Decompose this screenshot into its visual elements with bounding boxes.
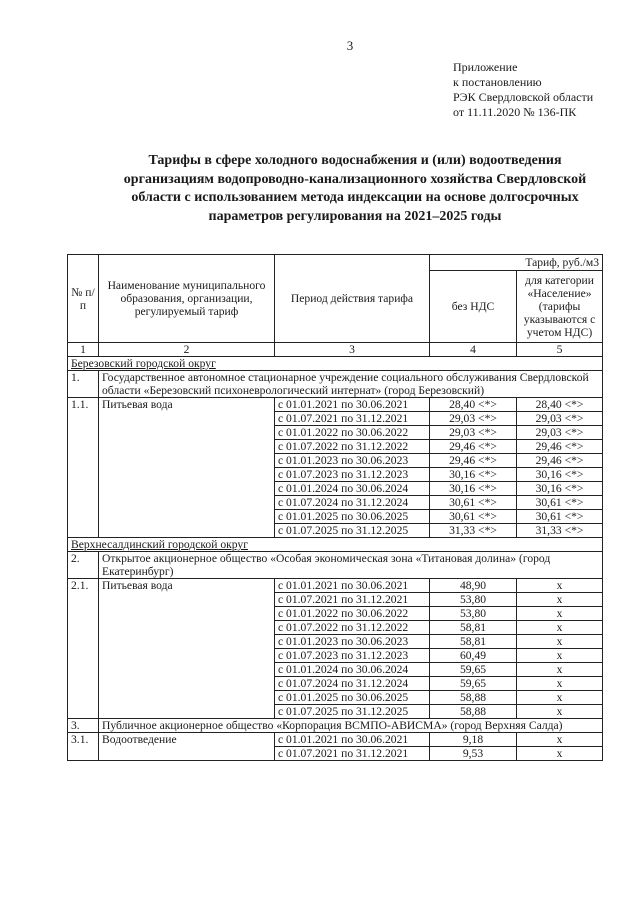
tariff-population: х bbox=[517, 705, 603, 719]
tariff-row bbox=[68, 579, 603, 593]
tariff-table bbox=[67, 254, 603, 761]
tariff-num: 3.1. bbox=[68, 733, 99, 761]
tariff-no-vat: 9,53 bbox=[430, 747, 517, 761]
tariff-period: с 01.07.2021 по 31.12.2021 bbox=[275, 593, 430, 607]
header-num: № п/п bbox=[68, 255, 99, 343]
section-row bbox=[68, 357, 603, 371]
appendix-line: к постановлению bbox=[453, 75, 542, 89]
tariff-period: с 01.01.2021 по 30.06.2021 bbox=[275, 398, 430, 412]
tariff-name: Водоотведение bbox=[99, 733, 275, 761]
tariff-period: с 01.07.2022 по 31.12.2022 bbox=[275, 440, 430, 454]
tariff-population: х bbox=[517, 579, 603, 593]
tariff-no-vat: 29,46 <*> bbox=[430, 454, 517, 468]
tariff-period: с 01.07.2024 по 31.12.2024 bbox=[275, 677, 430, 691]
tariff-period: с 01.01.2025 по 30.06.2025 bbox=[275, 691, 430, 705]
section-row bbox=[68, 538, 603, 552]
column-number: 3 bbox=[275, 343, 430, 357]
tariff-population: 29,03 <*> bbox=[517, 426, 603, 440]
tariff-period: с 01.01.2025 по 30.06.2025 bbox=[275, 510, 430, 524]
tariff-no-vat: 59,65 bbox=[430, 677, 517, 691]
tariff-no-vat: 9,18 bbox=[430, 733, 517, 747]
organization-row bbox=[68, 371, 603, 398]
tariff-no-vat: 31,33 <*> bbox=[430, 524, 517, 538]
tariff-population: 29,03 <*> bbox=[517, 412, 603, 426]
tariff-no-vat: 60,49 bbox=[430, 649, 517, 663]
tariff-name: Питьевая вода bbox=[99, 579, 275, 719]
document-title: Тарифы в сфере холодного водоснабжения и (или) водоотведения организациям водопроводно-канализационного хозяйства Свердловской области с использованием метода индексации на основе долгосрочных параметров регулирования на 2021–2025 годы bbox=[123, 153, 587, 224]
tariff-period: с 01.01.2023 по 30.06.2023 bbox=[275, 635, 430, 649]
tariff-name: Питьевая вода bbox=[99, 398, 275, 538]
tariff-no-vat: 59,65 bbox=[430, 663, 517, 677]
organization-row bbox=[68, 719, 603, 733]
tariff-row bbox=[68, 398, 603, 412]
tariff-population: 30,16 <*> bbox=[517, 482, 603, 496]
tariff-no-vat: 30,61 <*> bbox=[430, 496, 517, 510]
tariff-period: с 01.07.2021 по 31.12.2021 bbox=[275, 747, 430, 761]
tariff-num: 2.1. bbox=[68, 579, 99, 719]
tariff-num: 1.1. bbox=[68, 398, 99, 538]
organization-name: Публичное акционерное общество «Корпорация ВСМПО-АВИСМА» (город Верхняя Салда) bbox=[99, 719, 603, 733]
organization-num: 3. bbox=[68, 719, 99, 733]
tariff-population: х bbox=[517, 747, 603, 761]
tariff-no-vat: 30,16 <*> bbox=[430, 468, 517, 482]
tariff-population: 30,16 <*> bbox=[517, 468, 603, 482]
tariff-population: х bbox=[517, 607, 603, 621]
section-name: Березовский городской округ bbox=[68, 357, 603, 371]
organization-row bbox=[68, 552, 603, 579]
tariff-period: с 01.07.2025 по 31.12.2025 bbox=[275, 705, 430, 719]
organization-num: 2. bbox=[68, 552, 99, 579]
tariff-population: х bbox=[517, 621, 603, 635]
table-body bbox=[68, 357, 603, 761]
tariff-period: с 01.01.2022 по 30.06.2022 bbox=[275, 426, 430, 440]
appendix-line: от 11.11.2020 № 136-ПК bbox=[453, 105, 577, 119]
tariff-population: х bbox=[517, 649, 603, 663]
appendix-block bbox=[453, 60, 593, 120]
appendix-line: РЭК Свердловской области bbox=[453, 90, 594, 104]
tariff-period: с 01.07.2025 по 31.12.2025 bbox=[275, 524, 430, 538]
tariff-no-vat: 58,81 bbox=[430, 635, 517, 649]
tariff-no-vat: 53,80 bbox=[430, 593, 517, 607]
tariff-population: 29,46 <*> bbox=[517, 454, 603, 468]
column-number: 2 bbox=[99, 343, 275, 357]
header-tariff: Тариф, руб./м3 bbox=[430, 255, 603, 271]
header-population: для категории «Население» (тарифы указываются с учетом НДС) bbox=[517, 271, 603, 343]
tariff-no-vat: 58,88 bbox=[430, 691, 517, 705]
tariff-population: х bbox=[517, 691, 603, 705]
tariff-population: х bbox=[517, 663, 603, 677]
tariff-period: с 01.07.2024 по 31.12.2024 bbox=[275, 496, 430, 510]
tariff-row bbox=[68, 733, 603, 747]
tariff-population: 30,61 <*> bbox=[517, 496, 603, 510]
organization-name: Государственное автономное стационарное учреждение социального обслуживания Свердловской области «Березовский психоневрологический интернат» (город Березовский) bbox=[99, 371, 603, 398]
tariff-no-vat: 30,61 <*> bbox=[430, 510, 517, 524]
tariff-population: х bbox=[517, 593, 603, 607]
tariff-no-vat: 30,16 <*> bbox=[430, 482, 517, 496]
organization-num: 1. bbox=[68, 371, 99, 398]
section-name: Верхнесалдинский городской округ bbox=[68, 538, 603, 552]
tariff-period: с 01.01.2021 по 30.06.2021 bbox=[275, 733, 430, 747]
tariff-no-vat: 29,46 <*> bbox=[430, 440, 517, 454]
tariff-population: 28,40 <*> bbox=[517, 398, 603, 412]
tariff-period: с 01.07.2021 по 31.12.2021 bbox=[275, 412, 430, 426]
appendix-line: Приложение bbox=[453, 60, 518, 74]
tariff-population: х bbox=[517, 733, 603, 747]
tariff-population: 30,61 <*> bbox=[517, 510, 603, 524]
tariff-no-vat: 53,80 bbox=[430, 607, 517, 621]
tariff-no-vat: 58,81 bbox=[430, 621, 517, 635]
tariff-no-vat: 58,88 bbox=[430, 705, 517, 719]
column-number: 4 bbox=[430, 343, 517, 357]
tariff-period: с 01.07.2023 по 31.12.2023 bbox=[275, 649, 430, 663]
tariff-population: 31,33 <*> bbox=[517, 524, 603, 538]
organization-name: Открытое акционерное общество «Особая экономическая зона «Титановая долина» (город Екатеринбург) bbox=[99, 552, 603, 579]
tariff-period: с 01.07.2022 по 31.12.2022 bbox=[275, 621, 430, 635]
tariff-population: 29,46 <*> bbox=[517, 440, 603, 454]
header-no-vat: без НДС bbox=[430, 271, 517, 343]
tariff-period: с 01.01.2024 по 30.06.2024 bbox=[275, 482, 430, 496]
tariff-population: х bbox=[517, 635, 603, 649]
tariff-period: с 01.01.2023 по 30.06.2023 bbox=[275, 454, 430, 468]
column-number: 5 bbox=[517, 343, 603, 357]
page-number: 3 bbox=[346, 38, 354, 53]
column-number: 1 bbox=[68, 343, 99, 357]
tariff-period: с 01.07.2023 по 31.12.2023 bbox=[275, 468, 430, 482]
header-name: Наименование муниципального образования, организации, регулируемый тариф bbox=[99, 255, 275, 343]
tariff-no-vat: 48,90 bbox=[430, 579, 517, 593]
tariff-population: х bbox=[517, 677, 603, 691]
tariff-period: с 01.01.2022 по 30.06.2022 bbox=[275, 607, 430, 621]
tariff-no-vat: 29,03 <*> bbox=[430, 426, 517, 440]
tariff-no-vat: 29,03 <*> bbox=[430, 412, 517, 426]
column-number-row bbox=[68, 343, 603, 357]
tariff-period: с 01.01.2021 по 30.06.2021 bbox=[275, 579, 430, 593]
header-period: Период действия тарифа bbox=[275, 255, 430, 343]
tariff-no-vat: 28,40 <*> bbox=[430, 398, 517, 412]
tariff-period: с 01.01.2024 по 30.06.2024 bbox=[275, 663, 430, 677]
